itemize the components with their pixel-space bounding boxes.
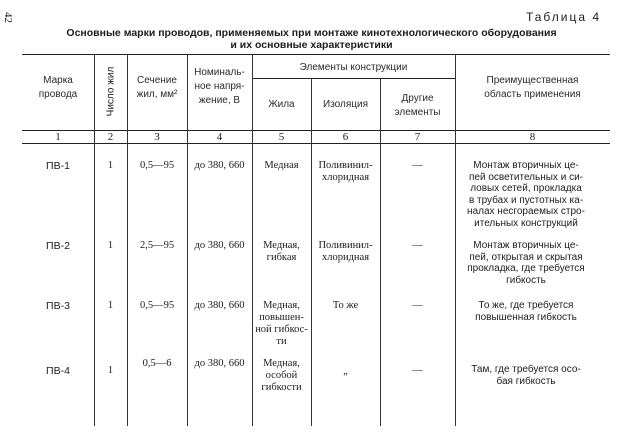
cell-section: 0,5—95 [139,300,175,311]
cell-other: — [412,240,423,251]
cell-mark: ПВ-1 [46,160,70,172]
header-construction: Элементы конструкции [299,62,408,73]
cell-voltage: до 380, 660 [194,300,245,311]
cell-insulation: Поливинил- хлоридная [318,160,373,183]
cell-cores: 1 [107,160,114,171]
header-voltage: Номиналь- ное напря- жение, В [194,67,245,106]
cell-insulation: „ [343,366,348,377]
table-title-line2: и их основные характеристики [230,39,393,51]
cell-mark: ПВ-2 [46,240,70,252]
cell-core: Медная [264,160,299,171]
col-number-1: 1 [55,131,61,143]
header-other: Другие элементы [394,93,441,118]
cell-application: То же, где требуется повышенная гибкость [475,300,577,323]
col-number-7: 7 [414,131,421,143]
cell-cores: 1 [107,365,114,376]
header-section: Сечение жил, мм² [136,75,178,100]
cell-core: Медная, повышен- ной гибкос- ти [255,300,308,347]
cell-voltage: до 380, 660 [194,160,245,171]
table-title-line1: Основные марки проводов, применяемых при монтаже кинотехнологического оборудования [66,27,557,39]
cell-section: 0,5—6 [142,358,172,369]
header-cores: Число жил [105,66,117,117]
header-mark: Марка провода [38,75,78,100]
cell-insulation: Поливинил- хлоридная [318,240,373,263]
page-number: 42 [2,12,14,23]
cell-voltage: до 380, 660 [194,240,245,251]
cell-other: — [412,300,423,311]
header-insulation: Изоляция [323,99,368,110]
cell-cores: 1 [107,240,114,251]
cell-application: Монтаж вторичных це- пей, открытая и скрытая прокладка, где требуется гибкость [467,240,585,286]
header-core: Жила [268,99,295,110]
col-number-8: 8 [529,131,536,143]
cell-core: Медная, гибкая [263,240,300,263]
construction-subheader-rule [252,78,455,79]
cell-cores: 1 [107,300,114,311]
col-number-2: 2 [107,131,114,143]
cell-other: — [412,160,423,171]
col-number-3: 3 [154,131,160,143]
cell-mark: ПВ-4 [46,365,70,377]
col-number-5: 5 [278,131,285,143]
cell-application: Там, где требуется осо- бая гибкость [471,364,581,387]
cell-section: 0,5—95 [139,160,175,171]
col-divider-7 [455,54,456,426]
cell-other: — [412,365,423,376]
cell-core: Медная, особой гибкости [261,358,302,393]
col-numbers-rule [22,143,610,144]
cell-voltage: до 380, 660 [194,358,245,369]
header-application: Преимущественная область применения [484,75,581,100]
cell-insulation: То же [332,300,359,311]
cell-section: 2,5—95 [139,240,175,251]
col-number-6: 6 [342,131,349,143]
cell-application: Монтаж вторичных це- пей осветительных и си- ловых сетей, прокладка в трубах и пустотных ка- налах несгораемых стро- ительных конструкций [467,160,585,229]
table-label: Таблица 4 [525,10,601,24]
col-number-4: 4 [216,131,223,143]
cell-mark: ПВ-3 [46,300,70,312]
